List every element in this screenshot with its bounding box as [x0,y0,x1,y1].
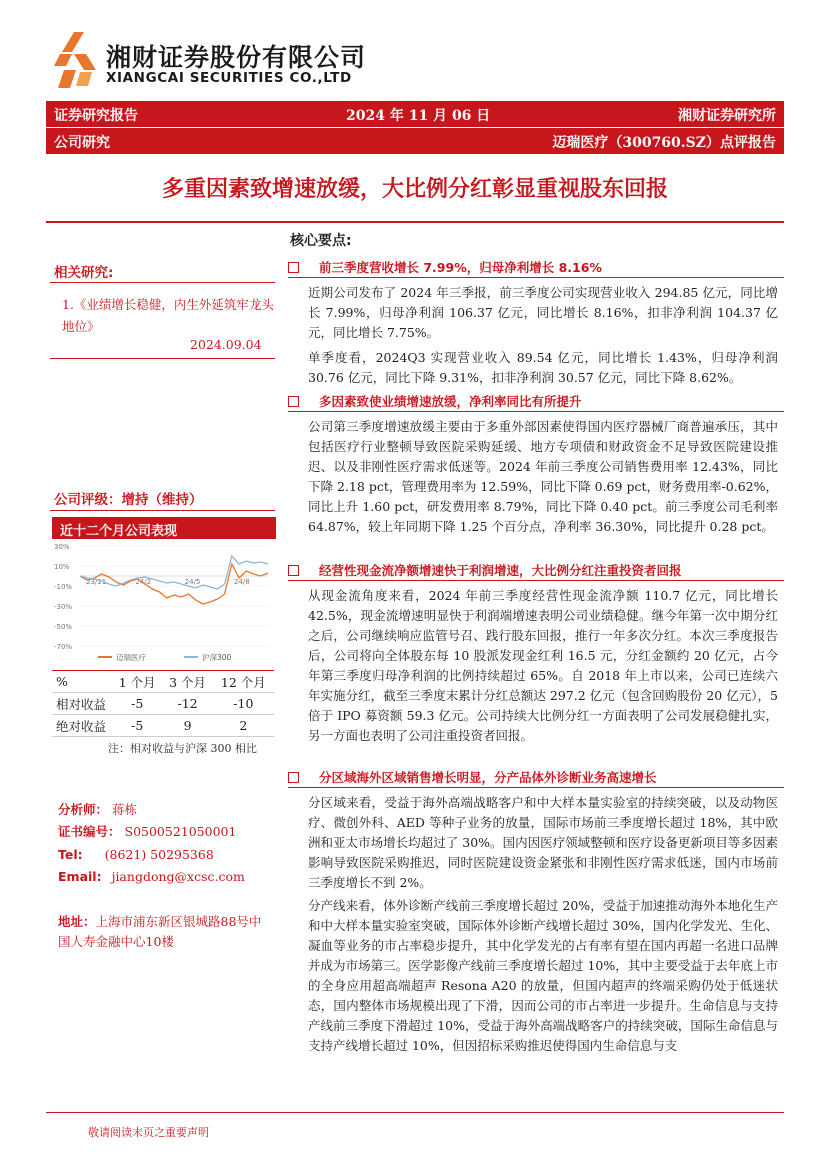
y-tick-label: -10% [54,583,73,591]
paragraph: 单季度看，2024Q3 实现营业收入 89.54 亿元，同比增长 1.43%，归母净利润 30.76 亿元，同比下降 9.31%，扣非净利润 30.57 亿元，同比下降 8.62%。 [308,350,778,385]
checkbox-bullet-icon [288,565,299,576]
table-cell: -12 [162,693,212,715]
checkbox-bullet-icon [288,396,299,407]
y-tick-label: 30% [54,543,70,551]
cert-line [58,822,236,842]
related-research-item[interactable]: 1.《业绩增长稳健，内生外延筑牢龙头地位》 [62,297,274,334]
footer-disclaimer[interactable]: 敬请阅读末页之重要声明 [88,1126,209,1139]
email-label: Email: [58,869,102,884]
x-tick-label: 24/5 [184,578,201,586]
footer-divider [46,1112,784,1113]
paragraph: 从现金流角度来看，2024 年前三季度经营性现金流净额 110.7 亿元，同比增长 42.5%，现金流增速明显快于利润端增速表明公司业绩稳健。继今年第一次中期分红之后，公司继续响应监管号召、践行股东回报，推行一年多次分红。本次三季度报告后，公司将向全体股东每 10 股派发现金红利 16.5 元，分红金额约 20 亿元，占今年第三季度归母净利润的比例持续超过 65%。自 2018 年上市以来，公司已连续六年实施分红，截至三季度末累计分红总额达 297.2 亿元（包含回购股份 20 亿元），5 倍于 IPO 募资额 59.3 亿元。公司持续大比例分红一方面表明了公司发展稳健扎实，另一方面也表明了公司注重投资者回报。 [308,588,778,743]
y-tick-label: -50% [54,623,73,631]
report-info-bar [46,101,784,127]
table-cell: 9 [162,715,212,737]
y-tick-label: -70% [54,643,73,651]
report-subject-bar [46,128,784,154]
table-row [52,693,274,715]
section-title-margin: 多因素致使业绩增速放缓，净利率同比有所提升 [288,392,784,410]
table-cell: -5 [112,693,162,715]
xiangcai-logo-icon [50,30,100,90]
company-rating: 公司评级：增持（维持） [54,492,203,508]
chart-title: 近十二个月公司表现 [52,517,276,539]
tel-value: (8621) 50295368 [104,847,214,862]
company-name-en: XIANGCAI SECURITIES CO.,LTD [106,70,352,86]
company-logo [50,30,450,92]
performance-chart [52,540,276,666]
report-headline: 多重因素致增速放缓，大比例分红彰显重视股东回报 [161,177,668,202]
checkbox-bullet-icon [288,262,299,273]
section-divider [288,580,784,581]
cert-value: S0500521050001 [124,824,237,839]
related-research-title: 相关研究: [54,265,114,281]
cert-label: 证书编号： [58,824,121,839]
paragraph: 分区域来看，受益于海外高端战略客户和中大样本量实验室的持续突破，以及动物医疗、微创外科、AED 等种子业务的放量，国际市场前三季度增长超过 18%，其中欧洲和亚太市场增长均超过了 30%。国内因医疗领域整顿和医疗设备更新项目等多因素影响导致医院采购推迟，同时医院建设资金紧张和非刚性医疗需求低迷，国内市场前三季度增长不到 2%。 [308,795,778,890]
table-cell: 12 个月 [213,671,274,693]
table-header-row [52,671,274,693]
email-line [58,867,245,887]
email-value[interactable]: jiangdong@xcsc.com [111,869,245,884]
core-points-title: 核心要点: [290,233,352,249]
address-line [58,912,273,952]
x-tick-label: 24/8 [234,578,250,586]
table-cell: 绝对收益 [52,715,112,737]
report-subject: 迈瑞医疗（300760.SZ）点评报告 [552,135,776,151]
research-category: 公司研究 [54,135,110,151]
x-tick-label: 23/11 [86,578,107,586]
address-value: 上海市浦东新区银城路88号中国人寿金融中心10楼 [58,914,262,949]
section-title-cashflow: 经营性现金流净额增速快于利润增速，大比例分红注重投资者回报 [288,561,784,579]
section-title-revenue: 前三季度营收增长 7.99%，归母净利增长 8.16% [288,258,784,276]
table-cell: 相对收益 [52,693,112,715]
y-tick-label: 10% [54,563,70,571]
table-cell: 2 [213,715,274,737]
paragraph: 近期公司发布了 2024 年三季报，前三季度公司实现营业收入 294.85 亿元，同比增长 7.99%，归母净利润 106.37 亿元，同比增长 8.16%，扣非净利润 104.37 亿元，同比增长 7.75%。 [308,285,778,340]
related-research-date: 2024.09.04 [190,337,262,352]
table-cell: -10 [213,693,274,715]
paragraph: 公司第三季度增速放缓主要由于多重外部因素使得国内医疗器械厂商普遍承压，其中包括医疗行业整顿导致医院采购延缓、地方专项债和财政资金不足导致医院建设推迟、以及非刚性医疗需求低迷等。2024 年前三季度公司销售费用率 12.43%，同比下降 2.18 pct，管理费用率为 12.59%，同比下降 0.69 pct，财务费用率-0.62%，同比上升 1.60 pct，研发费用率 8.79%，同比下降 0.40 pct。前三季度公司毛利率 64.87%，较上年同期下降 1.25 个百分点，净利率 36.30%，同比提升 0.28 pct。 [308,419,778,534]
performance-table [52,670,274,737]
related-bottom-divider [50,358,275,359]
legend-label: 沪深300 [202,653,232,662]
legend-label: 迈瑞医疗 [116,653,146,662]
performance-note: 注：相对收益与沪深 300 相比 [108,742,257,755]
section-divider [288,277,784,278]
table-cell: -5 [112,715,162,737]
company-name-cn: 湘财证券股份有限公司 [106,43,367,72]
related-divider [50,282,275,283]
section-divider [288,411,784,412]
table-cell: 1 个月 [112,671,162,693]
analyst-name: 蒋栋 [112,802,138,817]
paragraph: 分产线来看，体外诊断产线前三季度增长超过 20%，受益于加速推动海外本地化生产和中大样本量实验室突破，国际体外诊断产线增长超过 30%，国内化学发光、生化、凝血等业务的市占率稳步提升，其中化学发光的占有率有望在国内再超一名进口品牌并成为市场第三。医学影像产线前三季度增长超过 10%，其中主要受益于去年底上市的全身应用超高端超声 Resona A20 的放量，但国内超声的终端采购仍处于低迷状态，国内整体市场规模出现了下滑，因而公司的市占率进一步提升。生命信息与支持产线前三季度下滑超过 10%，受益于海外高端战略客户的持续突破，国际生命信息与支持产线增长超过 10%，但因招标采购推迟使得国内生命信息与支 [308,898,778,1053]
section-title-region: 分区域海外区域销售增长明显，分产品体外诊断业务高速增长 [288,768,784,786]
y-tick-label: -30% [54,603,73,611]
report-type: 证券研究报告 [54,108,138,124]
institute-name: 湘财证券研究所 [678,108,776,124]
headline-divider [46,221,784,223]
checkbox-bullet-icon [288,772,299,783]
x-tick-label: 24/2 [135,578,152,586]
tel-line [58,845,214,865]
table-cell: 3 个月 [162,671,212,693]
address-label: 地址： [58,914,96,929]
tel-label: Tel: [58,847,83,862]
table-row [52,715,274,737]
analyst-line [58,800,137,820]
report-date: 2024 年 11 月 06 日 [346,108,491,124]
section-divider [288,787,784,788]
table-cell: % [52,671,112,693]
analyst-label: 分析师： [58,802,109,817]
rating-divider [50,510,275,511]
